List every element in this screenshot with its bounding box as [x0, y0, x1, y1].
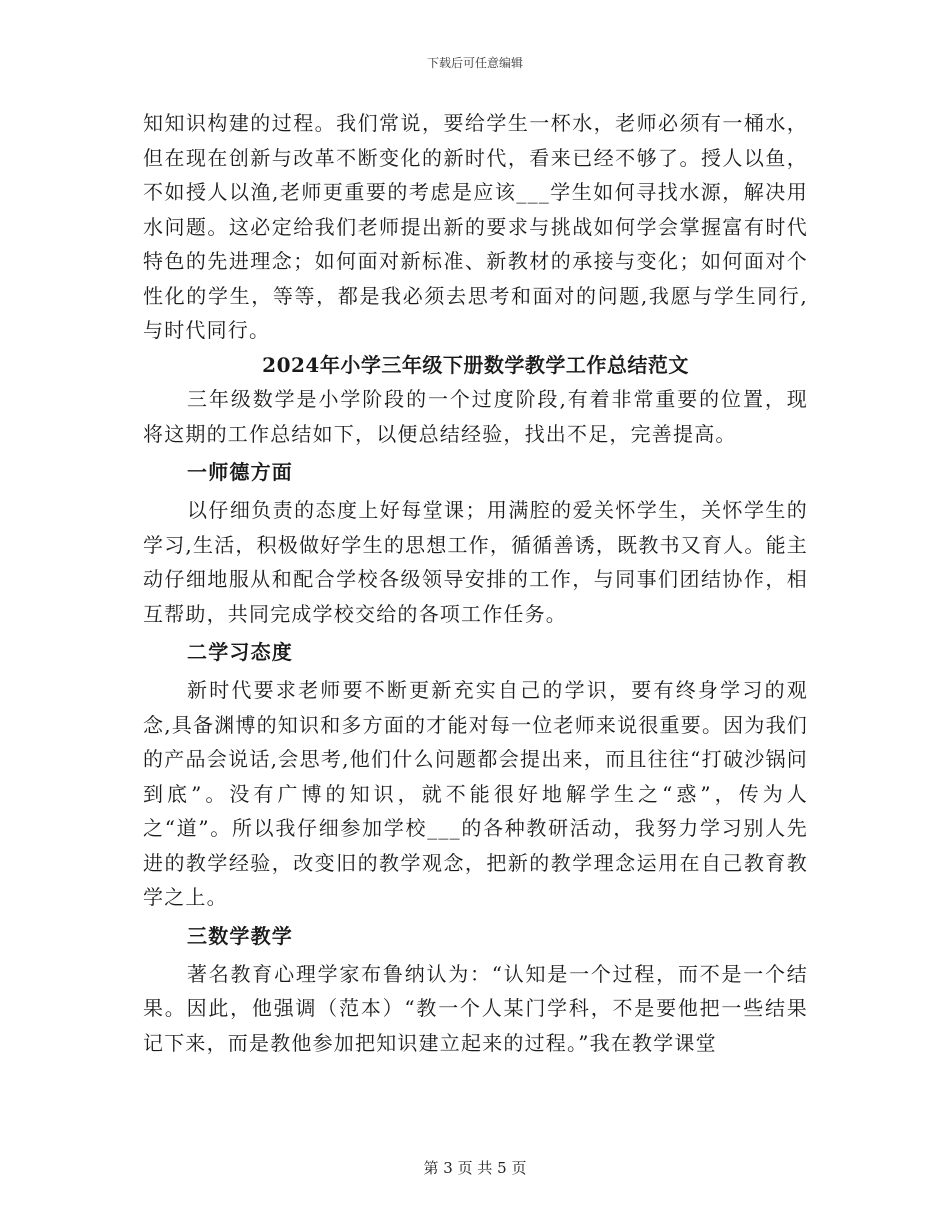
section-body-ethics: 以仔细负责的态度上好每堂课；用满腔的爱关怀学生，关怀学生的学习,生活，积极做好学生的思想工作，循循善诱，既教书又育人。能主动仔细地服从和配合学校各级领导安排的工作，与同事们团结协作，相互帮助，共同完成学校交给的各项工作任务。: [143, 498, 808, 626]
document-body: [143, 106, 808, 1060]
section-body-math-teaching: 著名教育心理学家布鲁纳认为：“认知是一个过程，而不是一个结果。因此，他强调（范本）“教一个人某门学科，不是要他把一些结果记下来，而是教他参加把知识建立起来的过程。”我在教学课堂: [143, 961, 808, 1055]
intro-paragraph: 知知识构建的过程。我们常说，要给学生一杯水，老师必须有一桶水，但在现在创新与改革不断变化的新时代，看来已经不够了。授人以鱼，不如授人以渔,老师更重要的考虑是应该___学生如何寻找水源，解决用水问题。这必定给我们老师提出新的要求与挑战如何学会掌握富有时代特色的先进理念；如何面对新标准、新教材的承接与变化；如何面对个性化的学生，等等，都是我必须去思考和面对的问题,我愿与学生同行,与时代同行。: [143, 111, 808, 342]
section-heading-ethics: 一师德方面: [187, 460, 293, 484]
page-header: 下载后可任意编辑: [426, 56, 523, 70]
opening-paragraph: 三年级数学是小学阶段的一个过度阶段,有着非常重要的位置，现将这期的工作总结如下，以便总结经验，找出不足，完善提高。: [143, 387, 808, 446]
section-heading-learning-attitude: 二学习态度: [187, 640, 293, 664]
section-body-learning-attitude: 新时代要求老师要不断更新充实自己的学识，要有终身学习的观念,具备渊博的知识和多方面的才能对每一位老师来说很重要。因为我们的产品会说话,会思考,他们什么问题都会提出来，而且往往“打破沙锅问到底”。没有广博的知识，就不能很好地解学生之“惑”，传为人之“道”。所以我仔细参加学校___的各种教研活动，我努力学习别人先进的教学经验，改变旧的教学观念，把新的教学理念运用在自己教育教学之上。: [143, 678, 808, 909]
document-title: 2024年小学三年级下册数学教学工作总结范文: [262, 352, 689, 377]
section-heading-math-teaching: 三数学教学: [187, 923, 293, 948]
page-footer: 第 3 页 共 5 页: [423, 1159, 527, 1177]
